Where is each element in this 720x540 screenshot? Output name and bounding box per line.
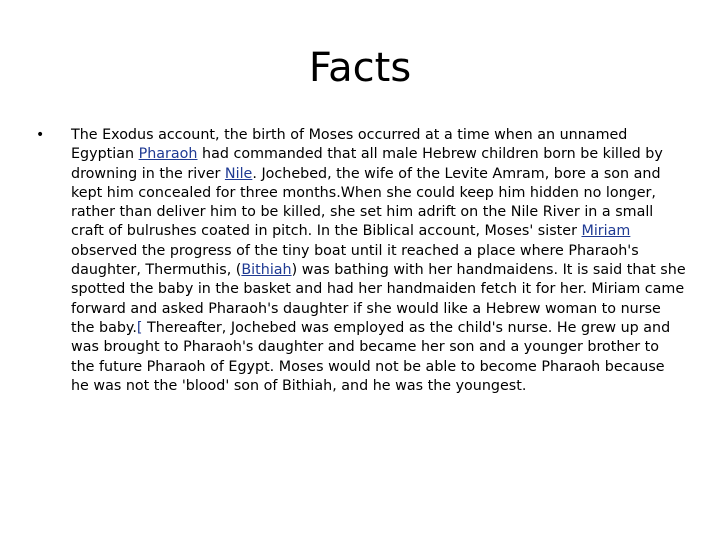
paragraph-text: had commanded that all male Hebrew children born be killed by drowning in the river	[71, 146, 663, 182]
paragraph-text: The Exodus account, the birth of Moses occurred at a time when an unnamed Egyptian	[71, 127, 628, 163]
paragraph-text: Thereafter, Jochebed was employed as the child's nurse. He grew up and was brought to Pharaoh's daughter and became her son and a younger brother to the future Pharaoh of Egypt. Moses would not be able to become Pharaoh because he was not the 'blood' son of Bithiah, and he was the youngest.	[71, 319, 671, 394]
link-bithiah[interactable]: Bithiah	[241, 262, 292, 279]
link-nile[interactable]: Nile	[224, 165, 253, 182]
paragraph-text: . Jochebed, the wife of the Levite Amram, bore a son and kept him concealed for three months.When she could keep him hidden no longer, rather than deliver him to be killed, she set him adrift on the Nile River in a small craft of bulrushes coated in pitch. In the Biblical account, Moses' sister	[71, 165, 661, 240]
bullet-list	[36, 126, 686, 396]
link-pharaoh[interactable]: Pharaoh	[138, 146, 198, 163]
link-miriam[interactable]: Miriam	[581, 223, 631, 240]
bullet-icon: •	[36, 127, 45, 143]
bullet-item-moses-birth	[36, 126, 686, 396]
slide-title: Facts	[308, 45, 412, 91]
link-reference[interactable]: [	[136, 319, 143, 336]
paragraph-text: observed the progress of the tiny boat until it reached a place where Pharaoh's daughter, Thermuthis, (	[71, 242, 639, 279]
paragraph-text: ) was bathing with her handmaidens. It is said that she spotted the baby in the basket and had her handmaiden fetch it for her. Miriam came forward and asked Pharaoh's daughter if she would like a Hebrew woman to nurse the baby.	[71, 262, 686, 336]
